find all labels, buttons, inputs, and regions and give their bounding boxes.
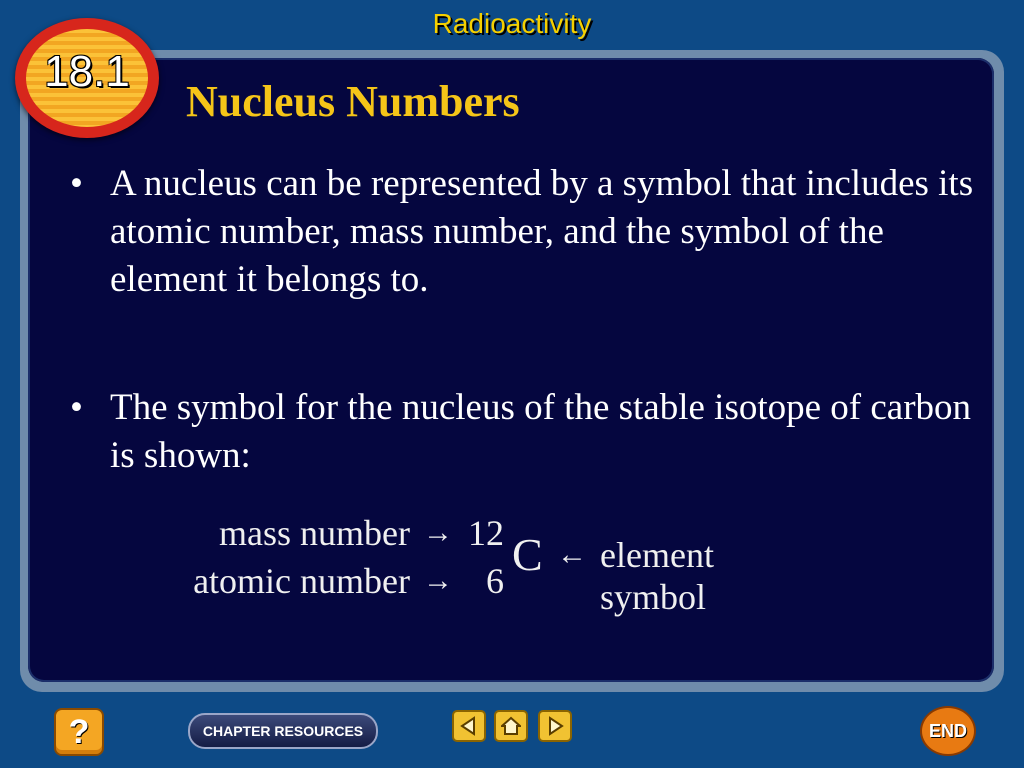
bullet-text: The symbol for the nucleus of the stable isotope of carbon is shown: — [110, 387, 972, 476]
slide-title: Nucleus Numbers — [186, 77, 520, 126]
section-badge-inner — [26, 29, 148, 127]
chevron-left-icon — [459, 716, 479, 736]
home-button[interactable] — [494, 710, 528, 742]
element-symbol-label: element symbol — [600, 535, 714, 617]
bullet-marker: • — [70, 163, 83, 204]
arrow-right-icon: → — [423, 516, 453, 549]
home-icon — [501, 716, 521, 736]
previous-slide-button[interactable] — [452, 710, 486, 742]
mass-number-label: mass number — [219, 513, 410, 553]
bullet-text: A nucleus can be represented by a symbol that includes its atomic number, mass number, and the symbol of the element it belongs to. — [110, 163, 974, 300]
question-icon: ? — [68, 713, 90, 751]
end-label: END — [928, 721, 967, 741]
chapter-resources-button[interactable] — [188, 713, 378, 749]
chapter-resources-label: CHAPTER RESOURCES — [202, 723, 364, 739]
arrow-right-icon: → — [423, 564, 453, 597]
chevron-right-icon — [545, 716, 565, 736]
atomic-number-label: atomic number — [193, 561, 410, 601]
arrow-left-icon: ← — [557, 538, 587, 571]
section-number: 18.1 — [44, 47, 130, 96]
bullet-marker: • — [70, 387, 83, 428]
help-button[interactable] — [54, 708, 104, 756]
element-symbol: C — [512, 529, 543, 580]
end-button[interactable] — [920, 706, 976, 756]
section-badge — [15, 18, 159, 138]
mass-number-value: 12 — [468, 513, 504, 553]
atomic-number-value: 6 — [486, 561, 504, 601]
next-slide-button[interactable] — [538, 710, 572, 742]
header-title: Radioactivity — [432, 8, 592, 39]
